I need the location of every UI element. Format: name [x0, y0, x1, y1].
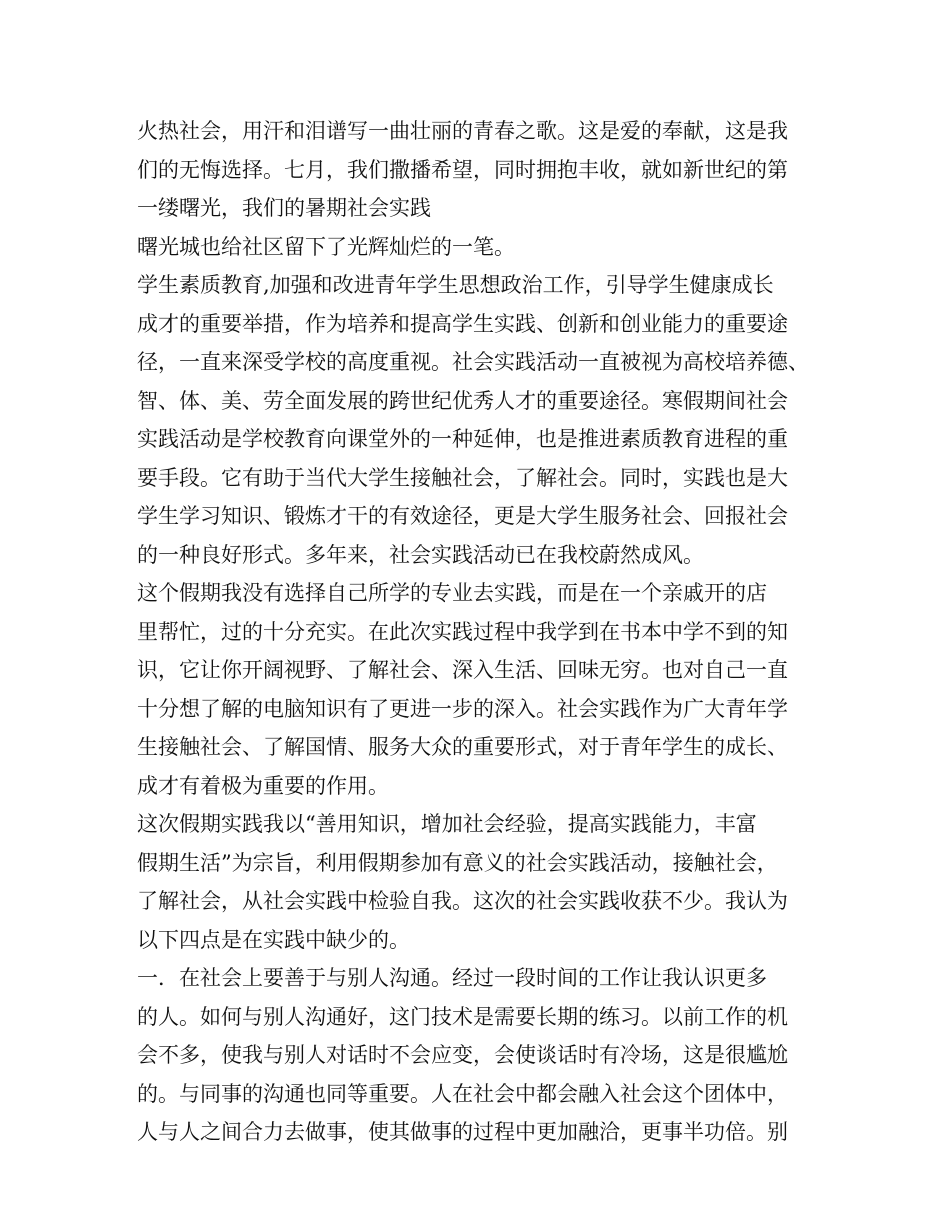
text-line: 们的无悔选择。七月，我们撒播希望，同时拥抱丰收，就如新世纪的第: [137, 157, 788, 182]
text-line: 了解社会，从社会实践中检验自我。这次的社会实践收获不少。我认为: [137, 889, 788, 913]
text-line: 学生学习知识、锻炼才干的有效途径，更是大学生服务社会、回报社会: [137, 504, 788, 528]
text-line: 这个假期我没有选择自己所学的专业去实践，而是在一个亲戚开的店: [137, 581, 767, 605]
text-line: 一．在社会上要善于与别人沟通。经过一段时间的工作让我认识更多: [137, 966, 767, 990]
text-line: 智、体、美、劳全面发展的跨世纪优秀人才的重要途径。寒假期间社会: [137, 388, 788, 413]
text-line: 里帮忙，过的十分充实。在此次实践过程中我学到在书本中学不到的知: [137, 619, 788, 644]
text-line: 以下四点是在实践中缺少的。: [137, 927, 410, 952]
text-line: 学生素质教育,加强和改进青年学生思想政治工作，引导学生健康成长: [137, 273, 774, 297]
text-line: 识，它让你开阔视野、了解社会、深入生活、回味无穷。也对自己一直: [137, 658, 788, 682]
text-line: 成才有着极为重要的作用。: [137, 773, 389, 798]
text-line: 人与人之间合力去做事，使其做事的过程中更加融洽，更事半功倍。别: [137, 1120, 788, 1144]
text-line: 的一种良好形式。多年来，社会实践活动已在我校蔚然成风。: [137, 542, 704, 567]
text-line: 曙光城也给社区留下了光辉灿烂的一笔。: [137, 234, 515, 259]
text-line: 假期生活”为宗旨，利用假期参加有意义的社会实践活动，接触社会，: [137, 850, 778, 875]
text-line: 成才的重要举措，作为培养和提高学生实践、创新和创业能力的重要途: [137, 311, 788, 336]
text-line: 火热社会，用汗和泪谱写一曲壮丽的青春之歌。这是爱的奉献，这是我: [137, 119, 788, 143]
text-line: 的人。如何与别人沟通好，这门技术是需要长期的练习。以前工作的机: [137, 1004, 788, 1029]
text-line: 这次假期实践我以“善用知识，增加社会经验，提高实践能力，丰富: [137, 812, 757, 836]
text-line: 径，一直来深受学校的高度重视。社会实践活动一直被视为高校培养德、: [137, 350, 809, 374]
text-line: 的。与同事的沟通也同等重要。人在社会中都会融入社会这个团体中，: [137, 1081, 788, 1106]
text-line: 会不多，使我与别人对话时不会应变，会使谈话时有冷场，这是很尴尬: [137, 1043, 788, 1067]
text-line: 生接触社会、了解国情、服务大众的重要形式，对于青年学生的成长、: [137, 735, 788, 759]
text-line: 要手段。它有助于当代大学生接触社会，了解社会。同时，实践也是大: [137, 465, 788, 490]
text-line: 实践活动是学校教育向课堂外的一种延伸，也是推进素质教育进程的重: [137, 427, 788, 451]
text-line: 一缕曙光，我们的暑期社会实践: [137, 196, 431, 220]
text-line: 十分想了解的电脑知识有了更进一步的深入。社会实践作为广大青年学: [137, 696, 788, 721]
document-body: [137, 112, 827, 1152]
